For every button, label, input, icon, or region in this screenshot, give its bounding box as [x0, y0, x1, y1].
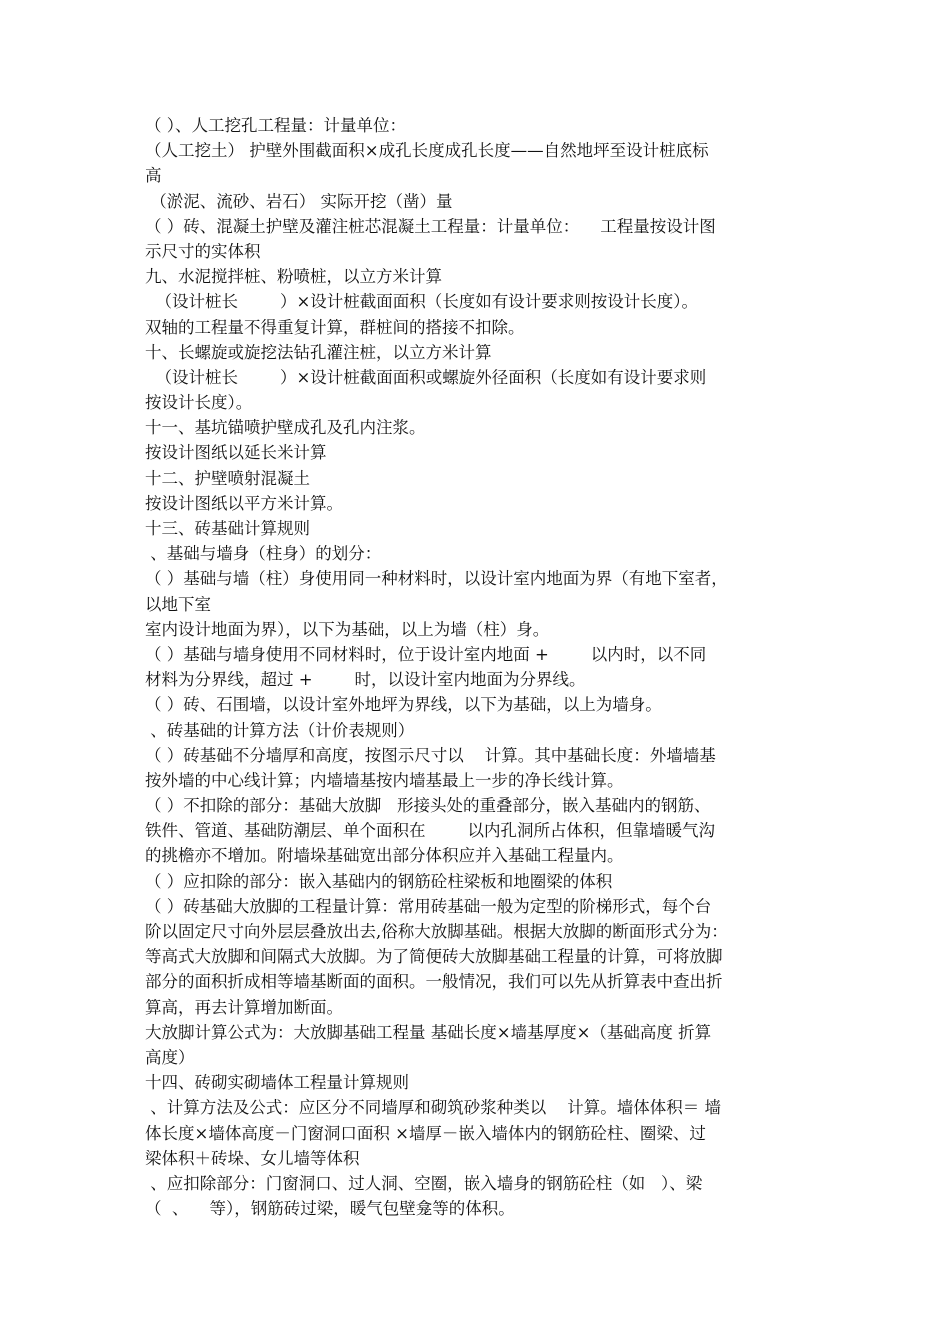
text-line: 以地下室	[145, 594, 211, 614]
text-line: 体长度×墙体高度－门窗洞口面积 ×墙厚－嵌入墙体内的钢筋砼柱、圈梁、过	[145, 1123, 706, 1143]
text-line: 高度）	[145, 1047, 195, 1067]
text-line: （ ）砖、石围墙，以设计室外地坪为界线，以下为基础，以上为墙身。	[145, 695, 662, 715]
text-line: 部分的面积折成相等墙基断面的面积。一般情况，我们可以先从折算表中查出折	[145, 972, 723, 992]
text-line: 十四、砖砌实砌墙体工程量计算规则	[145, 1073, 409, 1093]
text-line: 、砖基础的计算方法（计价表规则）	[145, 720, 415, 740]
text-line: 示尺寸的实体积	[145, 241, 261, 261]
text-line: （ 、 等），钢筋砖过梁，暖气包壁龛等的体积。	[145, 1199, 515, 1219]
text-line: （淤泥、流砂、岩石） 实际开挖（凿）量	[145, 191, 453, 211]
text-line: （设计桩长 ）×设计桩截面面积（长度如有设计要求则按设计长度）。	[145, 292, 699, 312]
text-line: （ ）、人工挖孔工程量：计量单位：	[145, 116, 406, 135]
text-line: 材料为分界线，超过 + 时，以设计室内地面为分界线。	[145, 670, 586, 690]
text-line: 、基础与墙身（柱身）的划分：	[145, 544, 382, 564]
text-line: 十三、砖基础计算规则	[145, 519, 310, 538]
text-line: （ ）基础与墙（柱）身使用同一种材料时，以设计室内地面为界（有地下室者，	[145, 569, 728, 589]
text-line: 铁件、管道、基础防潮层、单个面积在 以内孔洞所占体积，但靠墙暖气沟	[145, 821, 715, 841]
text-line: 算高，再去计算增加断面。	[145, 997, 343, 1017]
text-line: 的挑檐亦不增加。附墙垛基础宽出部分体积应并入基础工程量内。	[145, 846, 624, 866]
text-line: （ ）砖基础大放脚的工程量计算：常用砖基础一般为定型的阶梯形式，每个台	[145, 896, 712, 916]
text-line: 梁体积＋砖垛、女儿墙等体积	[145, 1148, 360, 1168]
text-line: 阶以固定尺寸向外层层叠放出去,俗称大放脚基础。根据大放脚的断面形式分为：	[145, 922, 728, 941]
text-line: 十、长螺旋或旋挖法钻孔灌注桩，以立方米计算	[145, 342, 492, 362]
text-line: 按设计图纸以延长米计算	[145, 443, 327, 463]
text-line: 、计算方法及公式：应区分不同墙厚和砌筑砂浆种类以 计算。墙体体积＝ 墙	[145, 1098, 721, 1118]
text-line: 九、水泥搅拌桩、粉喷桩，以立方米计算	[145, 267, 442, 287]
text-line: 大放脚计算公式为：大放脚基础工程量 基础长度×墙基厚度×（基础高度 折算	[145, 1022, 712, 1042]
text-line: （ ）砖基础不分墙厚和高度，按图示尺寸以 计算。其中基础长度：外墙墙基	[145, 745, 716, 765]
text-line: （ ）应扣除的部分：嵌入基础内的钢筋砼柱梁板和地圈梁的体积	[145, 871, 613, 891]
text-line: 室内设计地面为界），以下为基础，以上为墙（柱）身。	[145, 619, 550, 639]
text-line: （设计桩长 ）×设计桩截面面积或螺旋外径面积（长度如有设计要求则	[145, 367, 707, 387]
text-line: （ ）基础与墙身使用不同材料时，位于设计室内地面 + 以内时，以不同	[145, 644, 707, 664]
text-line: 十一、基坑锚喷护壁成孔及孔内注浆。	[145, 418, 426, 438]
text-line: 双轴的工程量不得重复计算，群桩间的搭接不扣除。	[145, 317, 525, 337]
text-line: （人工挖土） 护壁外围截面积×成孔长度成孔长度——自然地坪至设计桩底标	[145, 141, 709, 161]
text-line: 高	[145, 166, 162, 186]
text-line: 、应扣除部分：门窗洞口、过人洞、空圈，嵌入墙身的钢筋砼柱（如 ）、梁	[145, 1173, 703, 1193]
text-line: （ ）不扣除的部分：基础大放脚 形接头处的重叠部分，嵌入基础内的钢筋、	[145, 796, 711, 816]
text-line: 等高式大放脚和间隔式大放脚。为了简便砖大放脚基础工程量的计算，可将放脚	[145, 947, 723, 967]
text-line: 按外墙的中心线计算；内墙墙基按内墙基最上一步的净长线计算。	[145, 770, 624, 790]
document-body	[145, 113, 815, 1221]
text-line: （ ）砖、混凝土护壁及灌注桩芯混凝土工程量：计量单位： 工程量按设计图	[145, 216, 716, 236]
text-line: 十二、护壁喷射混凝土	[145, 468, 310, 488]
text-line: 按设计图纸以平方米计算。	[145, 493, 343, 513]
text-line: 按设计长度）。	[145, 393, 253, 413]
